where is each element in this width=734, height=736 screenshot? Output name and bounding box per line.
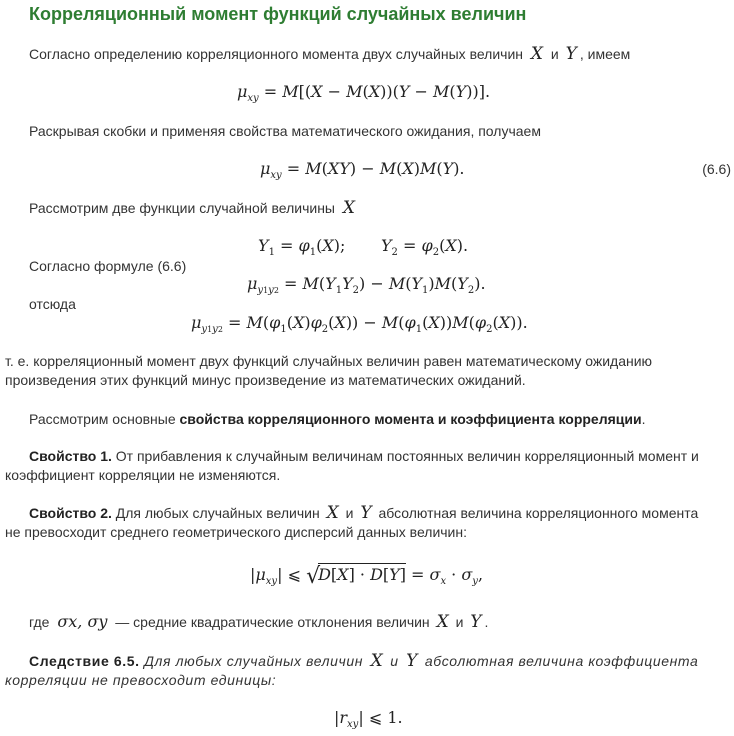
equation-inequality: $|\mu_{xy}|$ ⩽ $√D[X] \cdot D[Y] = \sigma_x \cdot \sigma_y$, [250,564,484,589]
paragraph-according-formula: Согласно формуле (6.6) [29,258,187,274]
paragraph-two-functions: Рассмотрим две функции случайной величины X [29,198,355,218]
equation-number: (6.6) [702,161,731,177]
paragraph-conclusion: т. е. корреляционный момент двух функций случайных величин равен математическому ожиданию произведения этих функций минус произведение из математических ожиданий. [5,353,653,388]
paragraph-properties-intro: Рассмотрим основные свойства корреляционного момента и коэффициента корреляции. [29,411,646,427]
paragraph-hence: отсюда [29,296,76,312]
equation-corr-coef: $|r_{xy}|$ ⩽ 1. [334,708,403,731]
paragraph-where: где σx, σy — средние квадратические отклонения величин X и Y . [29,612,489,632]
equation-functions-moment: $\mu_{y1y2} = M(Y_1Y_2) - M(Y_1)M(Y_2)$. [247,274,486,297]
paragraph-expanding: Раскрывая скобки и применяя свойства математического ожидания, получаем [29,123,541,139]
page-title: Корреляционный момент функций случайных величин [29,4,527,24]
equation-phi-moment: $\mu_{y1y2} = M(\varphi_1(X)\varphi_2(X)) - M(\varphi_1(X))M(\varphi_2(X))$. [191,313,528,336]
corollary-6-5: Следствие 6.5. Для любых случайных величин X и Y абсолютная величина коэффициента корреляции не превосходит единицы: [5,651,699,688]
equation-correlation-moment: $\mu_{xy} = M[(X - M(X))(Y - M(Y))]$. [237,82,491,105]
paragraph-definition: Согласно определению корреляционного момента двух случайных величин X и Y , имеем [29,44,631,64]
property-2: Свойство 2. Для любых случайных величин X и Y абсолютная величина корреляционного момента не превосходит среднего геометрического дисперсий данных величин: [5,503,699,540]
equation-6-6: $\mu_{xy} = M(XY) - M(X)M(Y)$. [260,159,465,182]
equation-functions: $Y_1 = \varphi_1(X)$; $Y_2 = \varphi_2(X)$. [258,236,469,259]
property-1: Свойство 1. От прибавления к случайным величинам постоянных величин корреляционный момент и коэффициент корреляции не изменяются. [5,448,699,483]
